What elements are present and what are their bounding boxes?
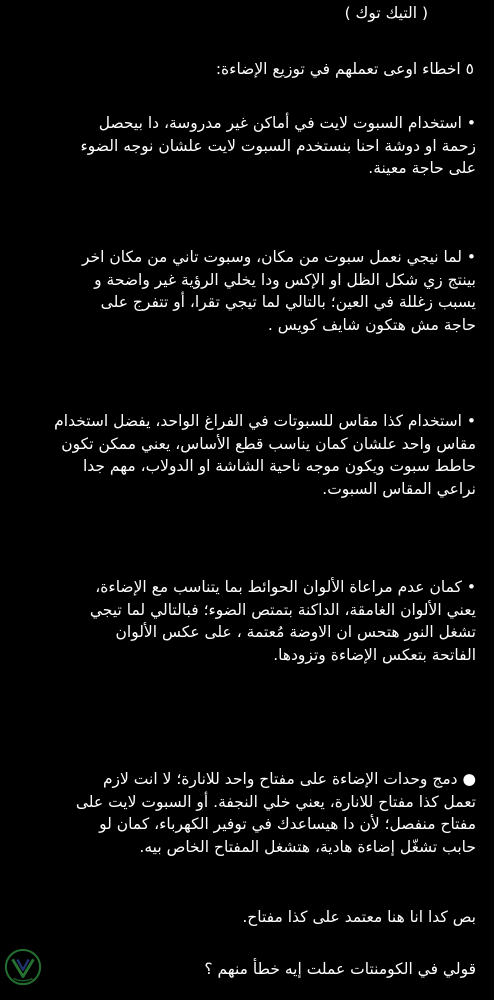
text-line: مفتاح منفصل؛ لأن دا هيساعدك في توفير الكهرباء، كمان لو [99,815,476,834]
text-line: بص كدا انا هنا معتمد على كذا مفتاح. [242,908,476,926]
paragraph-note [18,906,476,929]
paragraph-switches [18,768,476,858]
text-line: • كمان عدم مراعاة الألوان الحوائط بما يتناسب مع الإضاءة، [95,578,476,596]
text-line: تشغل النور هتحس ان الاوضة مُعتمة ، على عكس الألوان [115,623,476,642]
text-line: قولي في الكومنتات عملت إيه خطأ منهم ؟ [204,960,476,978]
text-line: مقاس واحد علشان كمان يناسب قطع الأساس، يعني ممكن تكون [61,434,476,453]
text-line: حاطط سبوت ويكون موجه ناحية الشاشة او الدولاب، مهم جدا [82,457,476,476]
text-line: حاجة مش هتكون شايف كويس . [267,315,476,334]
text-line: زحمة او دوشة احنا بنستخدم السبوت لايت علشان نوجه الضوء [80,136,476,155]
text-line: تعمل كذا مفتاح للانارة، يعني خلي النجفة. أو السبوت لايت على [75,792,476,811]
paragraph-question [18,958,476,981]
text-line: الفاتحة بتعكس الإضاءة وتزودها. [273,645,476,664]
text-line: يسبب زغللة في العين؛ بالتالي لما تيجي تقرا، أو تتفرج على [100,293,476,312]
paragraph-spot-sizes [18,410,476,500]
text-line: • استخدام السبوت لايت في أماكن غير مدروسة، دا بيحصل [98,114,476,132]
text-line: • لما نيجي نعمل سبوت من مكان، وسبوت تاني من مكان اخر [81,248,476,266]
text-line: نراعي المقاس السبوت. [322,479,476,498]
text-line: على حاجة معينة. [368,159,476,178]
paragraph-cross-shadow [18,246,476,336]
text-line: بينتج زي شكل الظل او الإكس ودا يخلي الرؤية غير واضحة و [94,270,476,289]
logo-seal-icon [4,948,42,986]
section-heading: ٥ اخطاء اوعى تعملهم في توزيع الإضاءة: [215,60,474,78]
text-line: حابب تشغّل إضاءة هادية، هتشغل المفتاح الخاص بيه. [139,837,476,856]
text-line: • استخدام كذا مقاس للسبوتات في الفراغ الواحد، يفضل استخدام [54,412,476,430]
paragraph-spotlight-placement [18,112,476,180]
text-line: ● دمج وحدات الإضاءة على مفتاح واحد للانارة؛ لا انت لازم [102,770,476,788]
paragraph-wall-colors [18,576,476,666]
document-title: ( التيك توك ) [344,4,428,22]
text-line: يعني الألوان الغامقة، الداكنة بتمتص الضوء؛ فبالتالي لما تيجي [89,600,476,619]
